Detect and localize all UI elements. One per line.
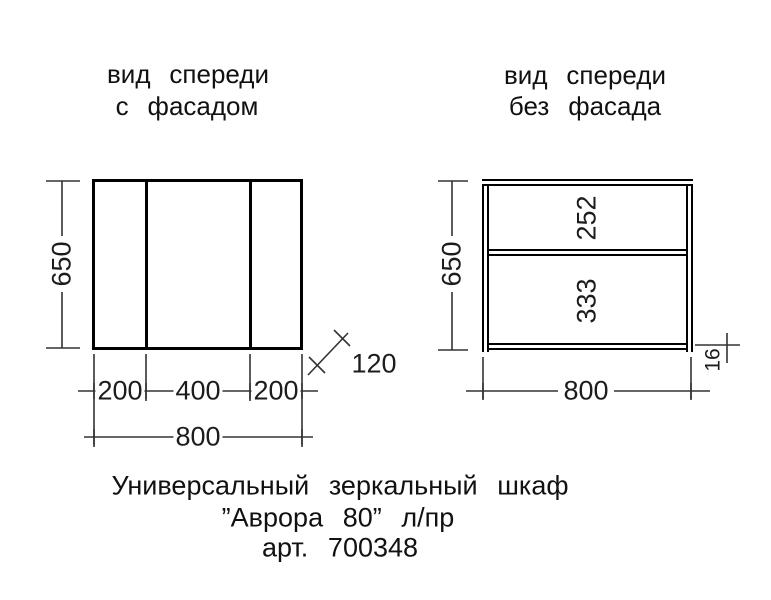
carcass-side-panel-right (686, 179, 693, 352)
depth-120-callout-lines (308, 330, 350, 375)
product-caption-line1: Универсальный зеркальный шкаф (111, 470, 569, 501)
dimension-label-door-right: 200 (253, 375, 299, 406)
left-view-title-line2: с фасадом (115, 91, 259, 121)
right-view-title-line1: вид спереди (503, 60, 667, 90)
dimension-label-height-right: 650 (436, 241, 467, 287)
section-label-top: 252 (571, 195, 602, 241)
door-divider-left (145, 182, 148, 347)
right-view-title-line2: без фасада (508, 91, 662, 121)
carcass-bottom-panel (489, 343, 686, 350)
dimension-label-height-left: 650 (46, 241, 77, 287)
cabinet-front-with-facade (92, 179, 303, 350)
carcass-top-panel (482, 179, 693, 186)
dimension-label-plinth: 16 (701, 348, 725, 372)
dimension-label-width-left: 800 (175, 421, 221, 452)
carcass-side-panel-left (482, 179, 489, 352)
product-caption-line3: арт. 700348 (261, 532, 419, 563)
carcass-middle-shelf (489, 249, 686, 256)
door-divider-right (249, 182, 252, 347)
dimension-label-door-left: 200 (97, 375, 143, 406)
left-view-title-line1: вид спереди (106, 59, 270, 89)
section-label-bottom: 333 (571, 278, 602, 324)
product-caption-line2: ”Аврора 80” л/пр (221, 502, 455, 533)
dimension-label-width-right: 800 (563, 375, 609, 406)
dimension-label-depth: 120 (351, 348, 397, 379)
dimension-label-door-middle: 400 (175, 375, 221, 406)
